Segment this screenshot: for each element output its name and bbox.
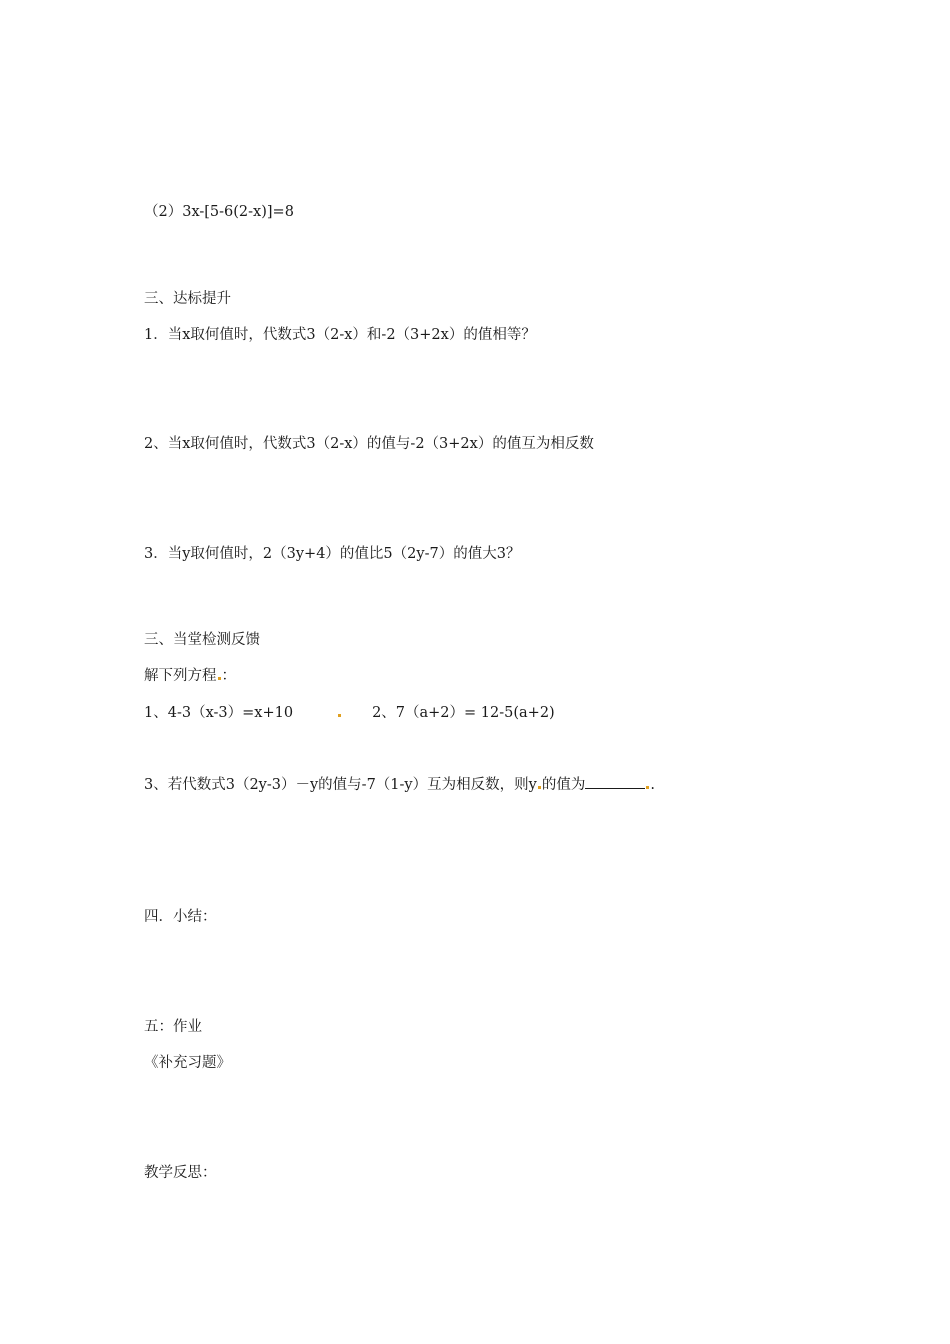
teaching-reflection: 教学反思：: [144, 1165, 217, 1181]
question-3b-start: 3、若代数式3（2y-3）－y的值与-7（1-y）互为相反数，则y: [144, 777, 537, 793]
equations-row: [144, 703, 555, 723]
section-3-title: 三、达标提升: [144, 291, 231, 307]
answer-blank: [585, 774, 645, 789]
equation-2: （2）3x-[5-6(2-x)]=8: [144, 204, 294, 220]
solve-intro-text: 解下列方程: [144, 668, 217, 684]
solve-intro: [144, 666, 236, 686]
mark-dot: [646, 786, 649, 789]
question-1: 1．当x取何值时，代数式3（2-x）和-2（3+2x）的值相等？: [144, 327, 536, 343]
question-3b-end: 的值为: [541, 777, 586, 793]
homework-item: 《补充习题》: [144, 1055, 231, 1071]
mark-dot: [338, 714, 341, 717]
solve-intro-colon: ：: [221, 668, 236, 684]
section-5-title: 五：作业: [144, 1019, 202, 1035]
question-3: 3．当y取何值时，2（3y+4）的值比5（2y-7）的值大3？: [144, 546, 521, 562]
mark-dot: [538, 786, 541, 789]
equation-a: 1、4-3（x-3）=x+10: [144, 705, 294, 721]
question-3b-period: .: [650, 777, 655, 793]
equation-b: 2、7（a+2）= 12-5(a+2): [372, 705, 555, 721]
section-3b-title: 三、当堂检测反馈: [144, 632, 260, 648]
question-3b: [144, 774, 655, 795]
section-4-title: 四．小结：: [144, 909, 217, 925]
question-2: 2、当x取何值时，代数式3（2-x）的值与-2（3+2x）的值互为相反数: [144, 436, 594, 452]
mark-dot: [218, 677, 221, 680]
